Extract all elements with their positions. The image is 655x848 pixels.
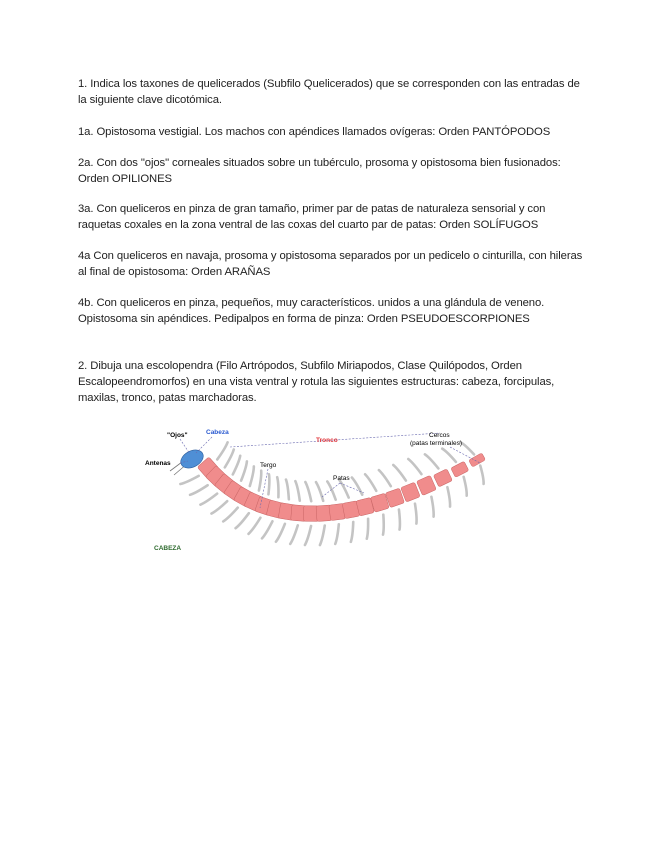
centipede-figure [140,423,500,552]
leg [236,513,249,528]
leg [379,470,391,486]
label-tergo: Tergo [260,462,277,469]
leg [367,519,368,539]
key-entry-1a: 1a. Opistosoma vestigial. Los machos con apéndices llamados ovígeras: Orden PANTÓPODOS [78,126,551,138]
leg [217,442,227,459]
centipede-legs [170,442,484,545]
leg [225,449,234,467]
leg [408,459,421,474]
leg [223,508,238,522]
leg [447,487,450,506]
leg [190,485,208,495]
leg [339,480,348,498]
label-antenas: Antenas [145,460,171,467]
leg [351,522,353,542]
leg [316,482,323,501]
centipede-diagram [140,423,500,552]
label-ojos: "Ojos" [167,432,188,439]
leg [295,481,299,501]
trunk-segment [401,482,421,502]
pointer-line [180,439,190,454]
leg [259,471,261,491]
leg [200,494,217,505]
key-entry-3a: 3a. Con queliceros en pinza de gran tamaño, primer par de patas de naturaleza sensorial y con raquetas coxales en la zona ventral de las coxas del cuarto par de patas: Orden SOLÍFUGOS [78,203,546,231]
leg [431,497,433,517]
leg [383,515,384,535]
trunk-segment [433,469,452,487]
leg [480,466,483,484]
label-patas: Patas [333,475,350,482]
centipede-trunk [197,453,485,522]
leg [327,481,335,499]
label-tronco: Tronco [316,437,338,444]
question-1-intro: 1. Indica los taxones de quelicerados (Subfilo Quelicerados) que se corresponden con las entradas de la siguiente clave dicotómica. [78,78,580,106]
leg [249,518,261,534]
label-cercos: Cercos [429,432,450,439]
key-entry-4b: 4b. Con queliceros en pinza, pequeños, muy característicos. unidos a una glándula de veneno. Opistosoma sin apéndices. Pedipalpos en forma de pinza: Orden PSEUDOESCORPIONES [78,297,545,325]
leg [305,482,311,501]
leg [305,526,311,545]
key-entry-4a: 4a Con queliceros en navaja, prosoma y opistosoma separados por un pedicelo o cinturilla, con hileras al final de opistosoma: Orden ARAÑAS [78,250,583,278]
leg [211,501,227,513]
leg [442,449,456,462]
label-cercos-sub: (patas terminales) [410,440,463,447]
leg [241,461,247,480]
leg [268,474,269,494]
trunk-segment [416,475,436,495]
leg [393,465,406,481]
leg [276,524,285,542]
leg [415,504,417,524]
leg [250,466,254,486]
label-cut-cabeza: CABEZA [154,545,182,552]
pointer-line [196,437,212,453]
leg [399,510,400,530]
leg [233,456,240,475]
leg [425,454,438,468]
leg [320,526,325,545]
question-2-intro: 2. Dibuja una escolopendra (Filo Artrópodos, Subfilo Miriapodos, Clase Quilópodos, Orden Escalopeendromorfos) en una vista ventral y rotula las siguientes estructuras: cabeza, forcipulas, maxilas, tronco, patas marchadoras. [78,360,555,404]
leg [262,521,272,538]
leg [290,525,298,544]
leg [460,442,474,454]
leg [365,474,376,491]
leg [464,477,467,496]
leg [180,476,198,484]
key-entry-2a: 2a. Con dos "ojos" corneales situados sobre un tubérculo, prosoma y opistosoma bien fusionados: Orden OPILIONES [78,157,561,185]
leg [286,480,289,500]
leg [335,524,339,544]
leg [352,478,362,495]
trunk-segment [451,461,469,477]
trunk-segment [469,453,486,467]
label-cabeza: Cabeza [206,429,229,436]
leg [277,477,278,497]
